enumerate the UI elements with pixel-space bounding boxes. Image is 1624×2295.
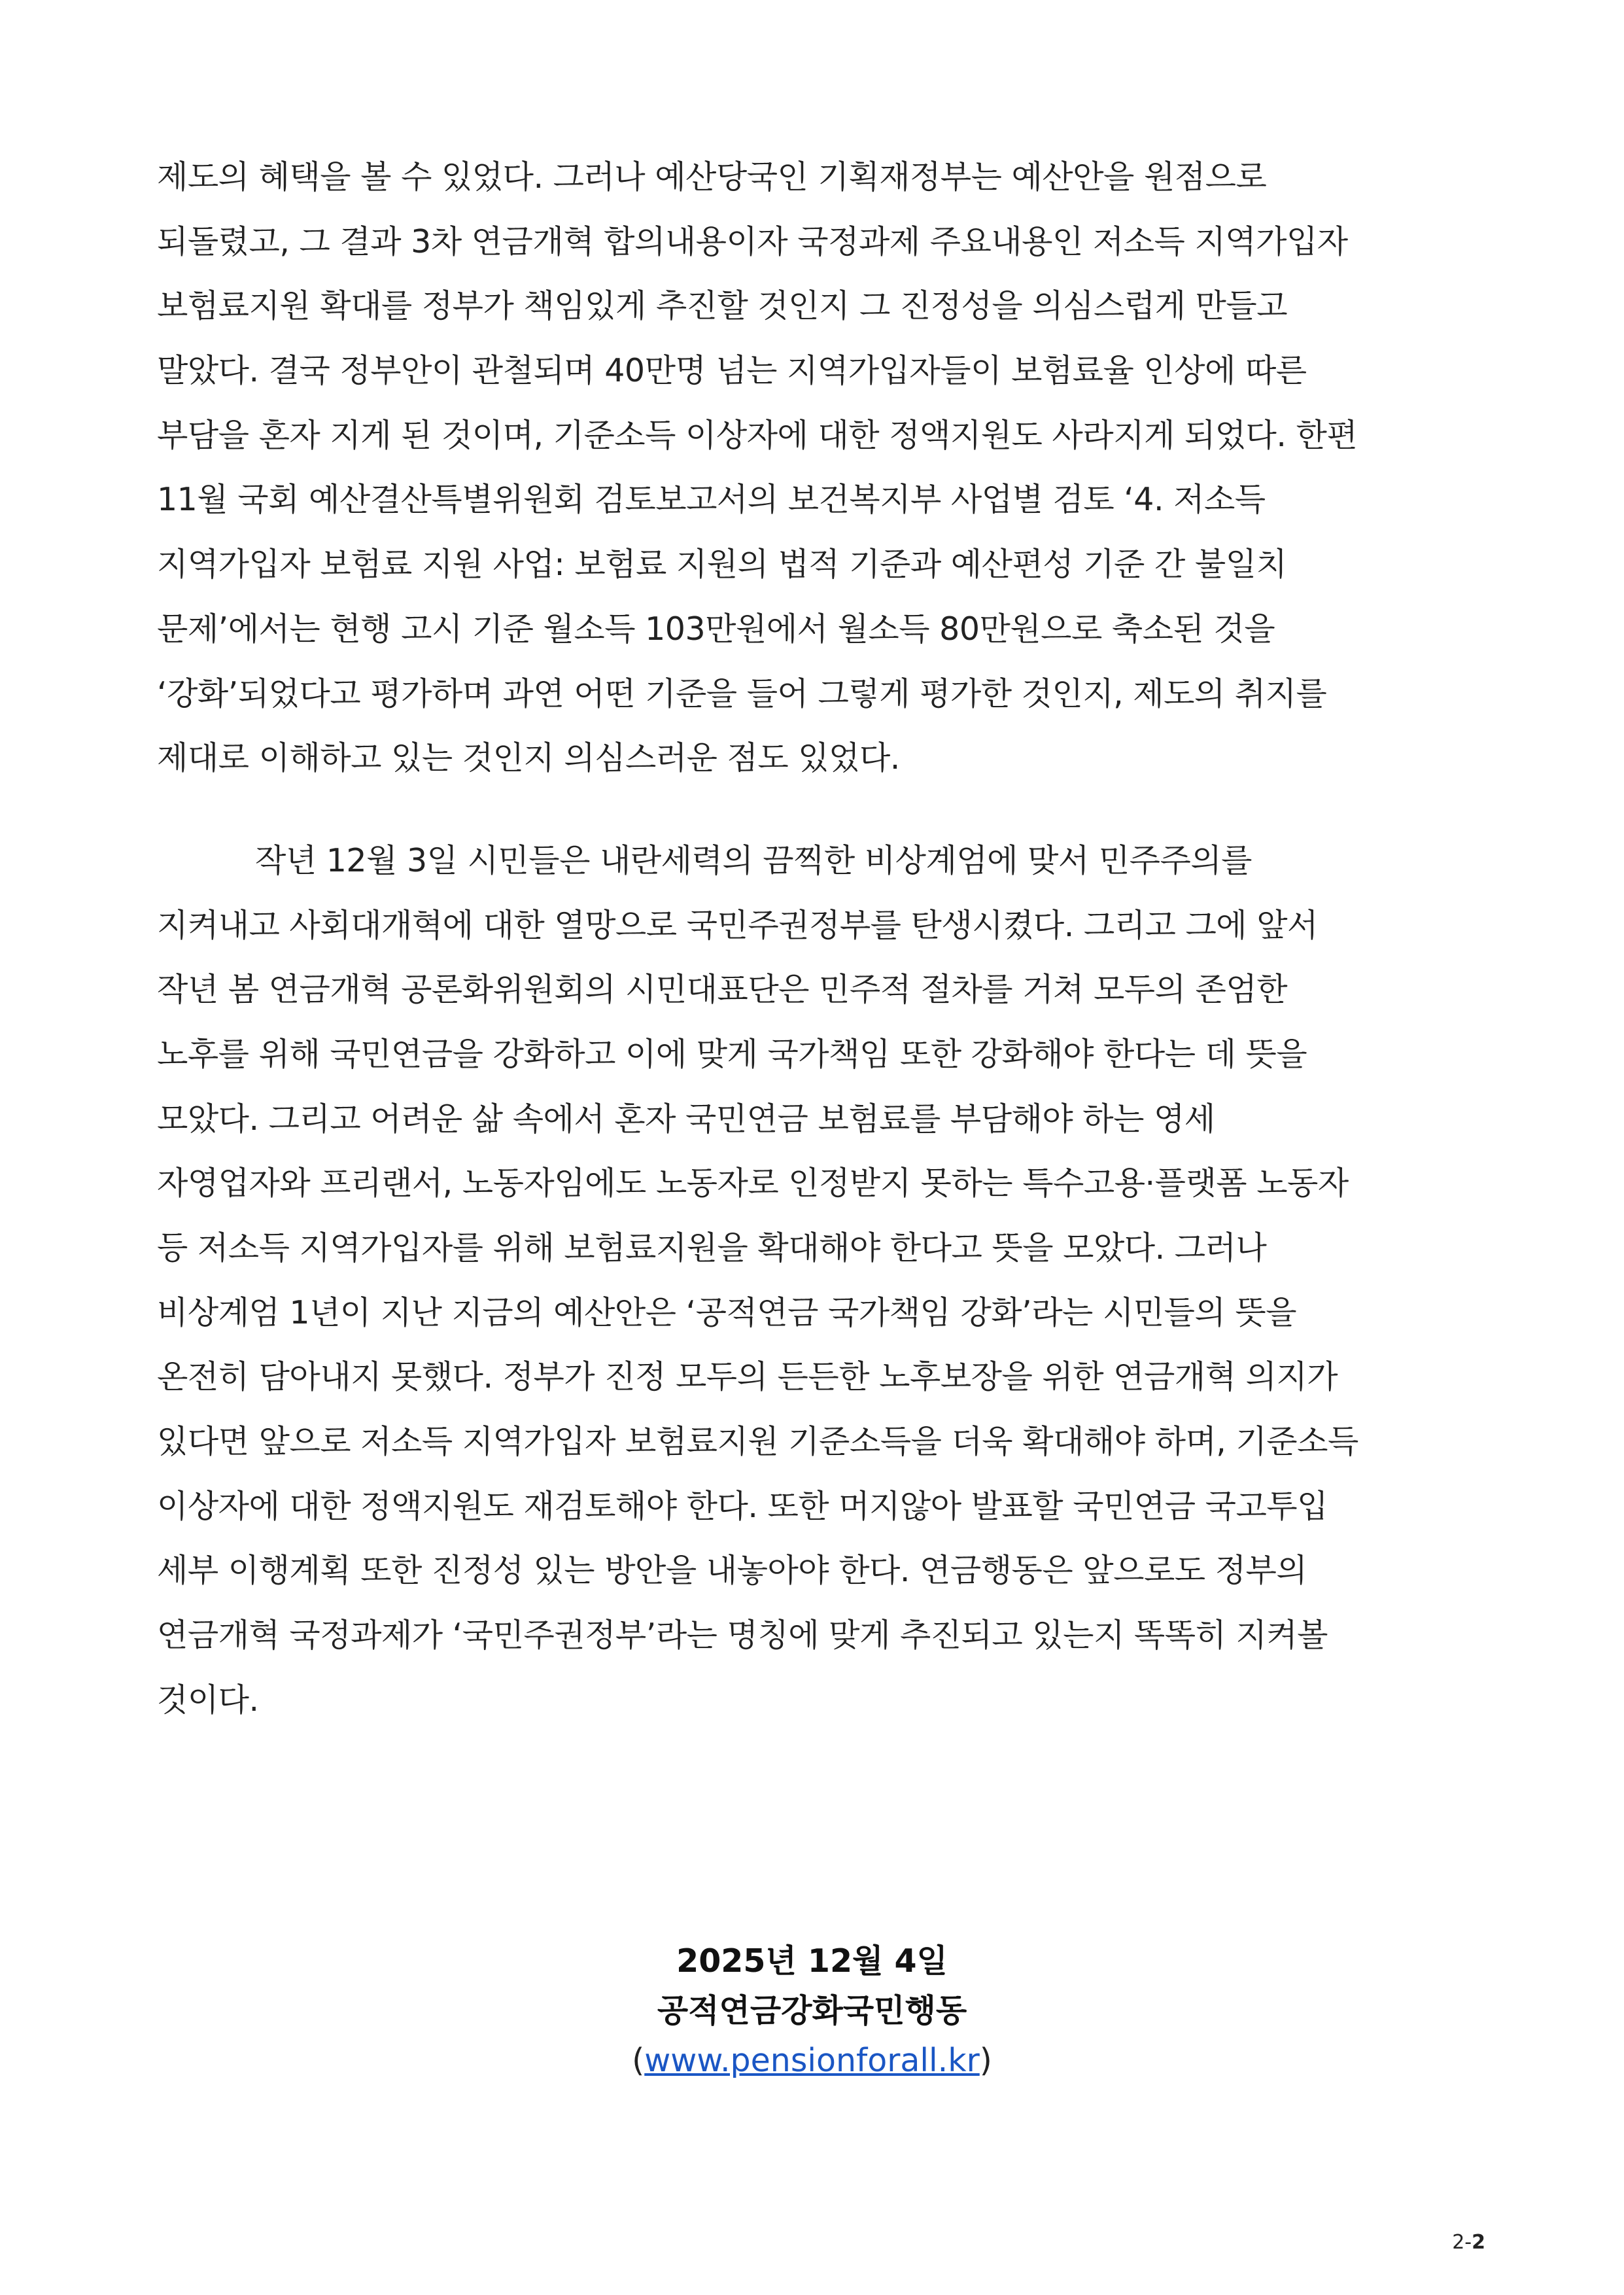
text-line: 자영업자와 프리랜서, 노동자임에도 노동자로 인정받지 못하는 특수고용·플랫폼 노동자: [157, 1165, 1349, 1202]
text-line: 있다면 앞으로 저소득 지역가입자 보험료지원 기준소득을 더욱 확대해야 하며, 기준소득: [157, 1423, 1358, 1461]
text-line: 제대로 이해하고 있는 것인지 의심스러운 점도 있었다.: [157, 739, 900, 777]
text-line: 등 저소득 지역가입자를 위해 보험료지원을 확대해야 한다고 뜻을 모았다. 그러나: [157, 1229, 1267, 1267]
paragraph-spacer: [157, 791, 1491, 829]
statement-date: 2025년 12월 4일: [676, 1942, 948, 1980]
url-open-paren: (: [632, 2042, 645, 2079]
text-line: 제도의 혜택을 볼 수 있었다. 그러나 예산당국인 기획재정부는 예산안을 원점으로: [157, 158, 1267, 196]
text-line: 온전히 담아내지 못했다. 정부가 진정 모두의 든든한 노후보장을 위한 연금개혁 의지가: [157, 1358, 1338, 1396]
text-line: ‘강화’되었다고 평가하며 과연 어떤 기준을 들어 그렇게 평가한 것인지, 제도의 취지를: [157, 674, 1327, 712]
text-line: 연금개혁 국정과제가 ‘국민주권정부’라는 명칭에 맞게 추진되고 있는지 똑똑히 지켜볼: [157, 1617, 1328, 1655]
signature-block: [0, 1936, 1624, 2086]
paragraph-2: [157, 829, 1491, 1733]
text-line: 부담을 혼자 지게 된 것이며, 기준소득 이상자에 대한 정액지원도 사라지게 되었다. 한편: [157, 416, 1358, 454]
text-line: 지켜내고 사회대개혁에 대한 열망으로 국민주권정부를 탄생시켰다. 그리고 그에 앞서: [157, 906, 1318, 944]
text-line: 지역가입자 보험료 지원 사업: 보험료 지원의 법적 기준과 예산편성 기준 간 불일치: [157, 546, 1287, 584]
text-line: 작년 봄 연금개혁 공론화위원회의 시민대표단은 민주적 절차를 거쳐 모두의 존엄한: [157, 971, 1288, 1009]
website-line: [0, 2036, 1624, 2086]
text-line: 11월 국회 예산결산특별위원회 검토보고서의 보건복지부 사업별 검토 ‘4. 저소득: [157, 481, 1266, 519]
text-line: 것이다.: [157, 1681, 259, 1719]
statement-body: [157, 145, 1491, 1733]
organization-name: 공적연금강화국민행동: [657, 1992, 967, 2029]
page-number-prefix: 2-: [1452, 2231, 1472, 2254]
url-close-paren: ): [979, 2042, 992, 2079]
text-line: 노후를 위해 국민연금을 강화하고 이에 맞게 국가책임 또한 강화해야 한다는 데 뜻을: [157, 1035, 1307, 1073]
page-number-current: 2: [1472, 2231, 1485, 2254]
text-line: 되돌렸고, 그 결과 3차 연금개혁 합의내용이자 국정과제 주요내용인 저소득 지역가입자: [157, 222, 1348, 260]
website-link[interactable]: www.pensionforall.kr: [644, 2042, 980, 2079]
text-line: 이상자에 대한 정액지원도 재검토해야 한다. 또한 머지않아 발표할 국민연금 국고투입: [157, 1487, 1328, 1525]
text-line: 비상계엄 1년이 지난 지금의 예산안은 ‘공적연금 국가책임 강화’라는 시민들의 뜻을: [157, 1293, 1297, 1331]
paragraph-1: [157, 145, 1491, 791]
text-line: 모았다. 그리고 어려운 삶 속에서 혼자 국민연금 보험료를 부담해야 하는 영세: [157, 1100, 1215, 1138]
text-line: 말았다. 결국 정부안이 관철되며 40만명 넘는 지역가입자들이 보험료율 인상에 따른: [157, 352, 1307, 390]
text-line: 보험료지원 확대를 정부가 책임있게 추진할 것인지 그 진정성을 의심스럽게 만들고: [157, 287, 1288, 325]
text-line: 문제’에서는 현행 고시 기준 월소득 103만원에서 월소득 80만원으로 축소된 것을: [157, 610, 1275, 648]
page-number: [1452, 2231, 1485, 2254]
text-line: 세부 이행계획 또한 진정성 있는 방안을 내놓아야 한다. 연금행동은 앞으로도 정부의: [157, 1552, 1307, 1590]
text-line: 작년 12월 3일 시민들은 내란세력의 끔찍한 비상계엄에 맞서 민주주의를: [255, 841, 1252, 879]
